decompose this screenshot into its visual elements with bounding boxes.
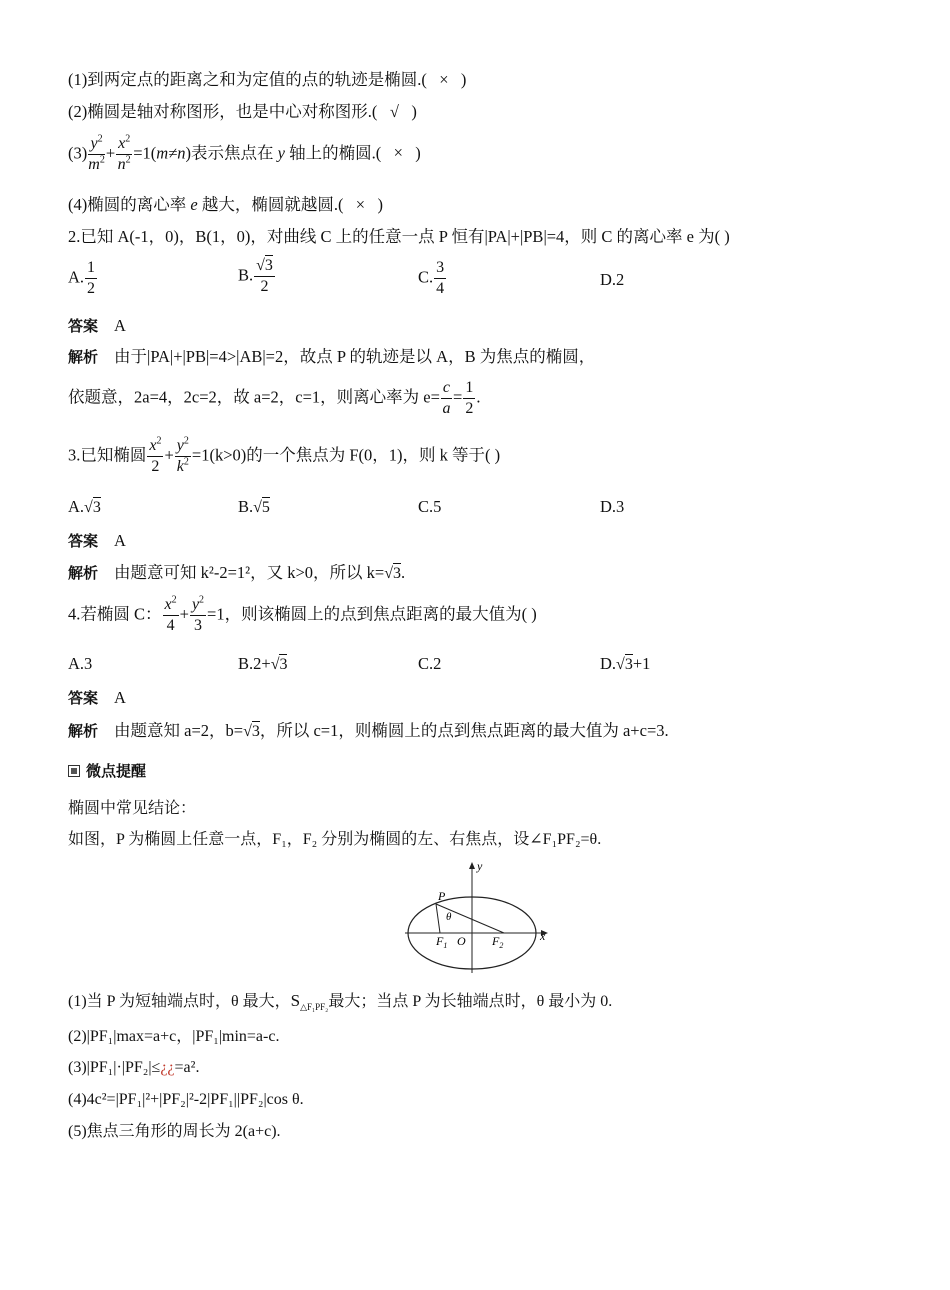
tip-intro: 椭圆中常见结论：	[68, 800, 197, 817]
cross-mark: ×	[393, 143, 403, 163]
q2-analysis-2: 依题意，2a=4，2c=2，故 a=2，c=1，则离心率为 e= $\frac{c}{a}$ = $\frac{1}{2}$ .	[68, 379, 481, 417]
tip-line-1: 如图，P 为椭圆上任意一点，F₁，F₂ 分别为椭圆的左、右焦点，设∠F₁PF₂=θ.	[68, 831, 602, 848]
q3-stem: 3.已知椭圆 $\frac{x^2}{2}$ + $\frac{y^2}{k^2}$ =1(k>0)的一个焦点为 F(0，1)，则 k 等于( )	[68, 435, 501, 475]
radical-icon: √	[84, 499, 93, 516]
q4-option-d: D.√3+1	[600, 654, 651, 673]
check-mark: √	[389, 102, 399, 121]
q3-option-a: A.√3	[68, 497, 101, 516]
q1-item-3: (3) $\frac{y^2}{m^2}$ + $\frac{x^2}{n^2}$ =1(m≠n)表示焦点在 y 轴上的椭圆.( × )	[68, 133, 421, 173]
conclusion-3: (3)|PF₁|·|PF₂|≤¿¿=a².	[68, 1059, 200, 1076]
fraction-y2-m2: $\frac{y^2}{m^2}$	[88, 133, 105, 173]
y-axis-label: y	[477, 859, 483, 873]
origin-label: O	[457, 934, 466, 948]
point-p-label: P	[438, 889, 446, 903]
radical-icon: √	[256, 257, 265, 274]
q3-answer: 答案 A	[68, 531, 126, 550]
q2-answer: 答案 A	[68, 316, 126, 335]
section-heading: 微点提醒	[68, 760, 146, 781]
radical-icon: √	[270, 656, 280, 673]
f1-label: $F_1$	[436, 934, 448, 950]
fraction-x2-n2: $\frac{x^2}{n^2}$	[117, 133, 131, 173]
conclusion-2: (2)|PF₁|max=a+c，|PF₁|min=a-c.	[68, 1028, 280, 1045]
q2-option-d: D.2	[600, 270, 625, 289]
conclusion-4: (4)4c²=|PF₁|²+|PF₂|²-2|PF₁||PF₂|cos θ.	[68, 1091, 304, 1108]
q4-stem: 4.若椭圆 C： $\frac{x^2}{4}$ + $\frac{y^2}{3}$ =1，则该椭圆上的点到焦点距离的最大值为( )	[68, 594, 537, 634]
section-icon	[68, 765, 80, 777]
cross-mark: ×	[439, 70, 449, 89]
q1-item-4: (4)椭圆的离心率 e 越大，椭圆就越圆.( × )	[68, 195, 383, 214]
cross-mark: ×	[355, 195, 366, 214]
segment-pf1	[436, 904, 440, 933]
q4-analysis: 解析 由题意知 a=2，b=√3，所以 c=1，则椭圆上的点到焦点距离的最大值为 a+c=3.	[68, 721, 669, 740]
q2-option-b: B. $\frac{√3}{2}$	[238, 257, 273, 295]
ellipse-figure	[400, 858, 560, 978]
theta-label: θ	[446, 911, 452, 923]
q2-analysis-1: 解析 由于|PA|+|PB|=4>|AB|=2，故点 P 的轨迹是以 A，B 为焦点的椭圆，	[68, 347, 596, 366]
q1-item-1: (1)到两定点的距离之和为定值的点的轨迹是椭圆.( × )	[68, 70, 467, 89]
radical-icon: √	[253, 499, 262, 516]
q3-option-c: C.5	[418, 497, 442, 516]
conclusion-5: (5)焦点三角形的周长为 2(a+c).	[68, 1123, 281, 1140]
q4-option-c: C.2	[418, 654, 442, 673]
q1-item-2: (2)椭圆是轴对称图形，也是中心对称图形.( √ )	[68, 102, 417, 121]
y-axis-arrow-icon	[469, 862, 475, 869]
q4-option-b: B.2+√3	[238, 654, 288, 673]
f2-label: $F_2$	[492, 934, 504, 950]
radical-icon: √	[384, 565, 393, 582]
radical-icon: √	[243, 723, 252, 740]
conclusion-1: (1)当 P 为短轴端点时，θ 最大，$S_{\triangle F_1PF_2}$最大；当点 P 为长轴端点时，θ 最小为 0.	[68, 991, 613, 1012]
q3-option-b: B.√5	[238, 497, 270, 516]
q4-answer: 答案 A	[68, 688, 126, 707]
q3-option-d: D.3	[600, 497, 625, 516]
x-axis-label: x	[540, 929, 546, 943]
radical-icon: √	[616, 656, 625, 673]
q2-option-c: C. $\frac{3}{4}$	[418, 259, 445, 297]
q2-stem: 2.已知 A(-1，0)，B(1，0)，对曲线 C 上的任意一点 P 恒有|PA|+|PB|=4，则 C 的离心率 e 为( )	[68, 227, 730, 246]
q4-option-a: A.3	[68, 654, 93, 673]
q3-analysis: 解析 由题意可知 k²-2=1²，又 k>0，所以 k=√3.	[68, 563, 406, 582]
q2-option-a: A. $\frac{1}{2}$	[68, 259, 96, 297]
